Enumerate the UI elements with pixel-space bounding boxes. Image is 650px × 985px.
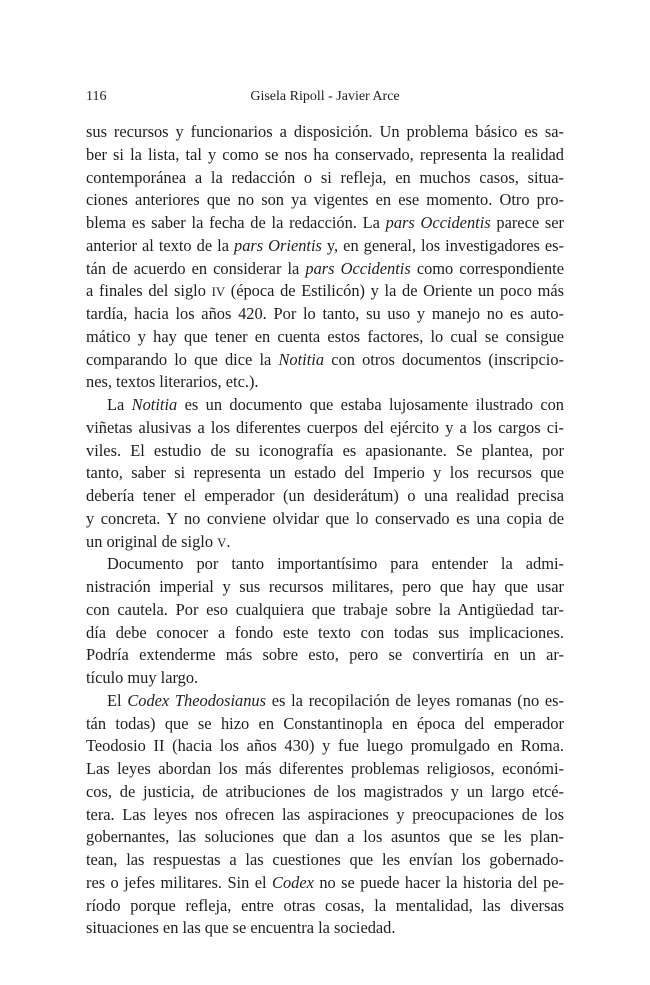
text-line <box>86 917 564 940</box>
text-line <box>86 167 564 190</box>
text-line <box>86 485 564 508</box>
text-segment: . <box>226 531 231 551</box>
italic-term: Codex Theodosianus <box>127 690 266 710</box>
text-line <box>86 258 564 281</box>
text-line <box>86 735 564 758</box>
text-segment: situaciones en las que se encuentra la sociedad. <box>86 918 396 938</box>
text-segment: ciones anteriores que no son ya vigentes en ese momento. Otro pro- <box>86 190 564 210</box>
italic-term: Notitia <box>278 349 325 369</box>
text-segment: es un documento que estaba lujosamente ilustrado con <box>177 395 564 414</box>
text-line <box>86 644 564 667</box>
text-line <box>86 462 564 485</box>
text-segment: y concreta. Y no conviene olvidar que lo conservado es una copia de <box>86 508 564 528</box>
text-segment: nistración imperial y sus recursos militares, pero que hay que usar <box>86 577 564 596</box>
text-segment: viles. El estudio de su iconografía es apasionante. Se plantea, por <box>86 440 564 460</box>
text-segment: tículo muy largo. <box>86 668 199 687</box>
text-line <box>86 235 564 258</box>
text-segment: res o jefes militares. Sin el <box>86 872 273 892</box>
text-segment: La <box>107 395 132 414</box>
text-line <box>86 189 564 212</box>
text-segment: anterior al texto de la <box>86 235 234 255</box>
text-segment: sus recursos y funcionarios a disposición. Un problema básico es sa- <box>86 122 564 141</box>
text-line <box>86 576 564 599</box>
text-segment: con cautela. Por eso cualquiera que trabaje sobre la Antigüedad tar- <box>86 599 564 619</box>
text-segment: parece ser <box>490 213 564 232</box>
text-line <box>86 781 564 804</box>
text-segment: y, en general, los investigadores es- <box>321 235 564 255</box>
text-segment: Teodosio II (hacia los años 430) y fue luego promulgado en Roma. <box>86 736 564 756</box>
text-line <box>86 303 564 326</box>
text-segment: cos, de justicia, de atribuciones de los magistrados y un largo etcé- <box>86 781 564 801</box>
text-segment: tardía, hacia los años 420. Por lo tanto, su uso y manejo no es auto- <box>86 304 564 323</box>
text-segment: no se puede hacer la historia del pe- <box>313 872 564 892</box>
text-segment: Podría extenderme más sobre esto, pero se convertiría en un ar- <box>86 645 564 665</box>
text-segment: blema es saber la fecha de la redacción. La <box>86 213 386 232</box>
text-line <box>86 531 564 554</box>
body-text <box>86 121 564 940</box>
text-segment: debería tener el emperador (un desiderátum) o una realidad precisa <box>86 486 564 505</box>
text-segment: Documento por tanto importantísimo para entender la admi- <box>107 554 564 574</box>
text-segment: viñetas alusivas a los diferentes cuerpos del ejército y a los cargos ci- <box>86 417 564 437</box>
text-line <box>86 394 564 417</box>
italic-term: Codex <box>272 872 314 892</box>
text-line <box>86 326 564 349</box>
text-line <box>86 849 564 872</box>
text-line <box>86 553 564 576</box>
text-line <box>86 212 564 235</box>
text-segment: tean, las respuestas a las cuestiones que les envían los gobernado- <box>86 850 564 869</box>
text-line <box>86 371 564 394</box>
running-head-authors: Gisela Ripoll - Javier Arce <box>250 89 400 104</box>
text-line <box>86 121 564 144</box>
italic-term: pars Occidentis <box>305 258 411 278</box>
text-segment: como correspondiente <box>410 258 564 278</box>
text-segment: El <box>107 690 128 710</box>
roman-numeral: V <box>217 535 227 550</box>
text-line <box>86 667 564 690</box>
text-line <box>86 895 564 918</box>
text-line <box>86 713 564 736</box>
text-segment: comparando lo que dice la <box>86 349 279 369</box>
text-line <box>86 440 564 463</box>
italic-term: pars Orientis <box>234 235 322 255</box>
text-segment: ríodo porque refleja, entre otras cosas, la mentalidad, las diversas <box>86 895 564 915</box>
running-head <box>86 86 564 108</box>
page-number: 116 <box>86 89 107 104</box>
text-segment: día debe conocer a fondo este texto con todas sus implicaciones. <box>86 622 564 642</box>
text-line <box>86 804 564 827</box>
text-segment: con otros documentos (inscripcio- <box>324 349 564 369</box>
text-segment: nes, textos literarios, etc.). <box>86 372 259 392</box>
text-segment: tanto, saber si representa un estado del Imperio y los recursos que <box>86 463 564 483</box>
text-line <box>86 872 564 895</box>
text-segment: gobernantes, las soluciones que dan a los asuntos que se les plan- <box>86 827 564 847</box>
text-line <box>86 417 564 440</box>
text-segment: tán todas) que se hizo en Constantinopla en época del emperador <box>86 713 564 733</box>
roman-numeral: IV <box>211 285 226 300</box>
text-segment: contemporánea a la redacción o si refleja, en muchos casos, situa- <box>86 167 564 187</box>
text-line <box>86 690 564 713</box>
text-segment: (época de Estilicón) y la de Oriente un poco más <box>225 281 564 301</box>
text-segment: tera. Las leyes nos ofrecen las aspiraciones y preocupaciones de los <box>86 804 564 824</box>
text-line <box>86 599 564 622</box>
text-segment: tán de acuerdo en considerar la <box>86 258 306 278</box>
text-line <box>86 144 564 167</box>
text-segment: Las leyes abordan los más diferentes problemas religiosos, económi- <box>86 759 564 778</box>
italic-term: pars Occidentis <box>385 213 491 232</box>
text-line <box>86 349 564 372</box>
text-segment: mático y hay que tener en cuenta estos factores, lo cual se consigue <box>86 326 564 346</box>
text-segment: un original de siglo <box>86 531 218 551</box>
text-line <box>86 280 564 303</box>
text-segment: es la recopilación de leyes romanas (no es- <box>266 690 564 710</box>
text-line <box>86 758 564 781</box>
italic-term: Notitia <box>131 395 178 414</box>
text-line <box>86 508 564 531</box>
text-line <box>86 826 564 849</box>
text-segment: ber si la lista, tal y como se nos ha conservado, representa la realidad <box>86 144 564 164</box>
text-segment: a finales del siglo <box>86 281 212 301</box>
text-line <box>86 622 564 645</box>
